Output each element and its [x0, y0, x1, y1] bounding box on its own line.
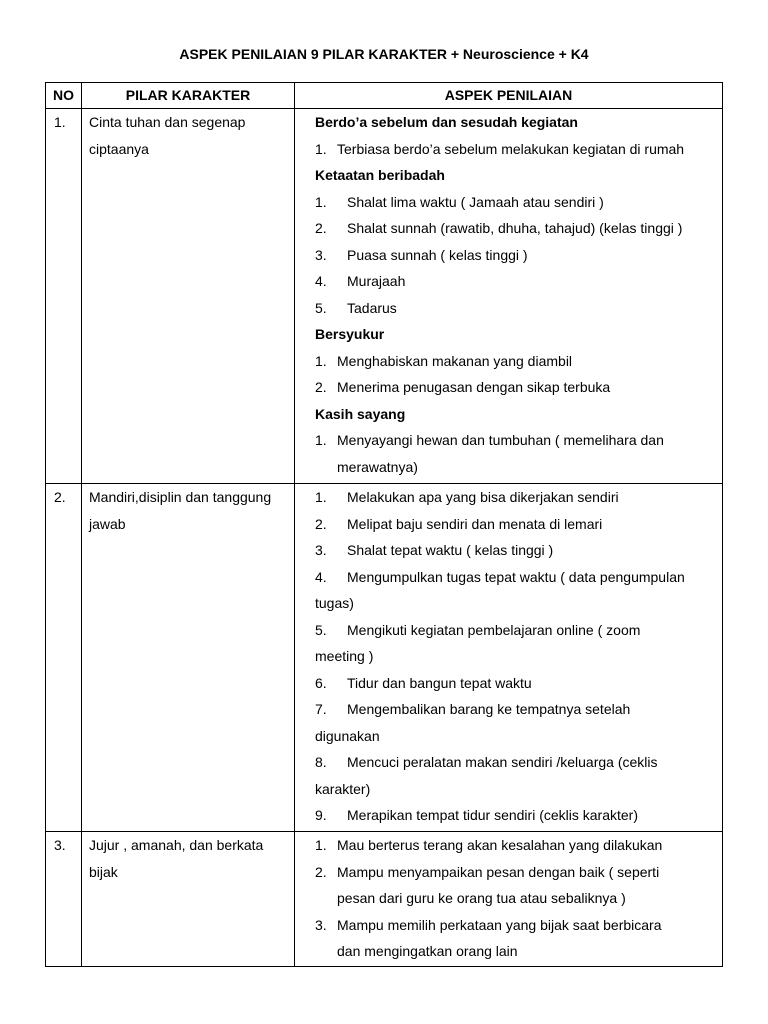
row-number: 2.: [46, 484, 82, 832]
pilar-cell: Mandiri,disiplin dan tanggung jawab: [82, 484, 295, 832]
aspek-cell: [295, 832, 723, 967]
list-item: 2. Melipat baju sendiri dan menata di lemari: [315, 515, 603, 532]
list-item: 1. Menyayangi hewan dan tumbuhan ( memelihara dan: [315, 432, 664, 448]
list-item: 3. Puasa sunnah ( kelas tinggi ): [315, 246, 528, 263]
list-item: 2. Mampu menyampaikan pesan dengan baik ( seperti: [315, 863, 660, 880]
list-item: 2. Shalat sunnah (rawatib, dhuha, tahajud) (kelas tinggi ): [315, 220, 683, 236]
list-item-continuation: meeting ): [315, 648, 374, 664]
list-item-continuation: karakter): [315, 780, 371, 797]
aspek-cell: [295, 109, 723, 484]
list-item: 4. Murajaah: [315, 273, 406, 289]
list-item: 1. Mau berterus terang akan kesalahan yang dilakukan: [315, 837, 663, 853]
aspek-cell: [295, 484, 723, 832]
list-item: 1. Melakukan apa yang bisa dikerjakan sendiri: [315, 489, 619, 505]
list-item: 6. Tidur dan bangun tepat waktu: [315, 674, 532, 691]
list-item: 4. Mengumpulkan tugas tepat waktu ( data pengumpulan: [315, 568, 685, 585]
group-heading: Ketaatan beribadah: [315, 167, 445, 183]
list-item: 2. Menerima penugasan dengan sikap terbuka: [315, 379, 611, 395]
list-item: 8. Mencuci peralatan makan sendiri /keluarga (ceklis: [315, 754, 658, 770]
list-item: 3. Shalat tepat waktu ( kelas tinggi ): [315, 542, 554, 558]
table-row: [46, 109, 723, 484]
list-item-continuation: pesan dari guru ke orang tua atau sebaliknya ): [337, 890, 626, 906]
row-number: 1.: [46, 109, 82, 484]
list-item: 1. Terbiasa berdo’a sebelum melakukan kegiatan di rumah: [315, 140, 685, 157]
list-item-continuation: merawatnya): [337, 458, 418, 475]
pilar-cell: Cinta tuhan dan segenap ciptaanya: [82, 109, 295, 484]
group-heading: Bersyukur: [315, 326, 385, 342]
header-pilar: PILAR KARAKTER: [82, 83, 295, 109]
row-number: 3.: [46, 832, 82, 967]
group-heading: Kasih sayang: [315, 405, 406, 422]
header-aspek: ASPEK PENILAIAN: [295, 83, 723, 109]
list-item: 7. Mengembalikan barang ke tempatnya setelah: [315, 701, 631, 717]
table-row: [46, 832, 723, 967]
group-heading: Berdo’a sebelum dan sesudah kegiatan: [315, 114, 578, 130]
document-title: ASPEK PENILAIAN 9 PILAR KARAKTER + Neuroscience + K4: [179, 46, 589, 62]
list-item: 5. Tadarus: [315, 299, 397, 316]
list-item: 3. Mampu memilih perkataan yang bijak saat berbicara: [315, 916, 662, 933]
list-item: 5. Mengikuti kegiatan pembelajaran online ( zoom: [315, 621, 641, 638]
header-no: NO: [46, 83, 82, 109]
list-item: 1. Menghabiskan makanan yang diambil: [315, 352, 573, 369]
table-row: [46, 484, 723, 832]
table-header-row: [46, 83, 723, 109]
list-item: 1. Shalat lima waktu ( Jamaah atau sendiri ): [315, 193, 604, 210]
list-item: 9. Merapikan tempat tidur sendiri (ceklis karakter): [315, 807, 638, 823]
list-item-continuation: dan mengingatkan orang lain: [337, 943, 518, 959]
assessment-table: [45, 82, 723, 967]
pilar-cell: Jujur , amanah, dan berkata bijak: [82, 832, 295, 967]
list-item-continuation: digunakan: [315, 727, 380, 744]
list-item-continuation: tugas): [315, 595, 354, 611]
